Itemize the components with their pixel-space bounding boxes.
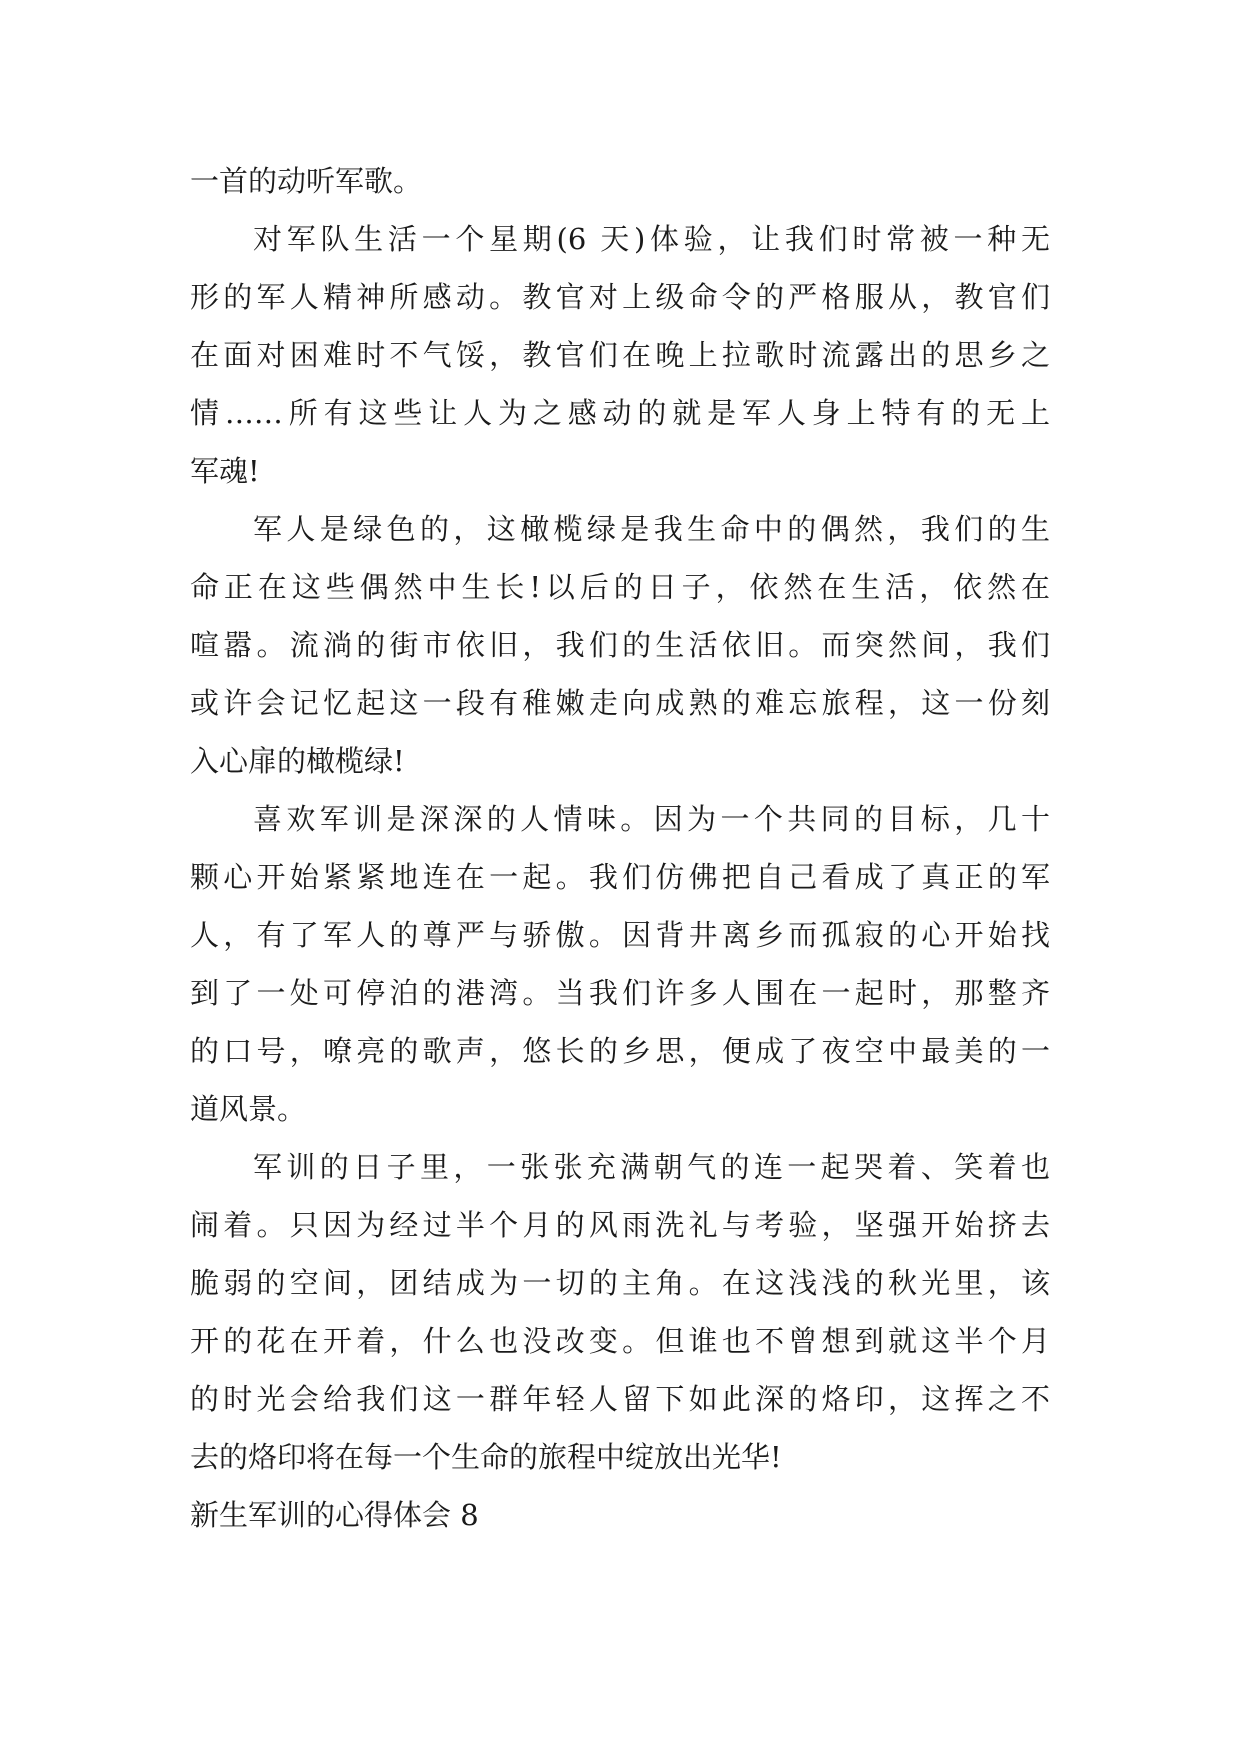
- paragraph-lines: [190, 152, 1050, 1486]
- text-line: 脆弱的空间，团结成为一切的主角。在这浅浅的秋光里，该: [190, 1266, 1050, 1300]
- text-line: 到了一处可停泊的港湾。当我们许多人围在一起时，那整齐: [190, 976, 1050, 1010]
- text-line: 命正在这些偶然中生长!以后的日子，依然在生活，依然在: [190, 570, 1050, 604]
- text-line: 军人是绿色的，这橄榄绿是我生命中的偶然，我们的生: [253, 512, 1050, 546]
- text-line: 的口号，嘹亮的歌声，悠长的乡思，便成了夜空中最美的一: [190, 1034, 1050, 1068]
- text-line: 道风景。: [190, 1092, 307, 1126]
- text-line: 闹着。只因为经过半个月的风雨洗礼与考验，坚强开始挤去: [190, 1208, 1050, 1242]
- text-line: 军训的日子里，一张张充满朝气的连一起哭着、笑着也: [253, 1150, 1050, 1184]
- text-line: 去的烙印将在每一个生命的旅程中绽放出光华!: [190, 1440, 782, 1474]
- section-heading: 新生军训的心得体会 8: [190, 1498, 479, 1532]
- text-line: 的时光会给我们这一群年轻人留下如此深的烙印，这挥之不: [190, 1382, 1050, 1416]
- text-line: 对军队生活一个星期(6 天)体验，让我们时常被一种无: [253, 222, 1050, 256]
- text-line: 一首的动听军歌。: [190, 164, 423, 198]
- text-line: 或许会记忆起这一段有稚嫩走向成熟的难忘旅程，这一份刻: [190, 686, 1050, 720]
- text-line: 颗心开始紧紧地连在一起。我们仿佛把自己看成了真正的军: [190, 860, 1050, 894]
- text-line: 军魂!: [190, 454, 260, 488]
- text-line: 喜欢军训是深深的人情味。因为一个共同的目标，几十: [253, 802, 1050, 836]
- text-line: 入心扉的橄榄绿!: [190, 744, 405, 778]
- text-line: 人，有了军人的尊严与骄傲。因背井离乡而孤寂的心开始找: [190, 918, 1050, 952]
- text-line: 在面对困难时不气馁，教官们在晚上拉歌时流露出的思乡之: [190, 338, 1050, 372]
- text-line: 情……所有这些让人为之感动的就是军人身上特有的无上: [190, 396, 1050, 430]
- document-body: [190, 152, 1050, 1544]
- text-line: 喧嚣。流淌的街市依旧，我们的生活依旧。而突然间，我们: [190, 628, 1050, 662]
- text-line: 开的花在开着，什么也没改变。但谁也不曾想到就这半个月: [190, 1324, 1050, 1358]
- text-line: 形的军人精神所感动。教官对上级命令的严格服从，教官们: [190, 280, 1050, 314]
